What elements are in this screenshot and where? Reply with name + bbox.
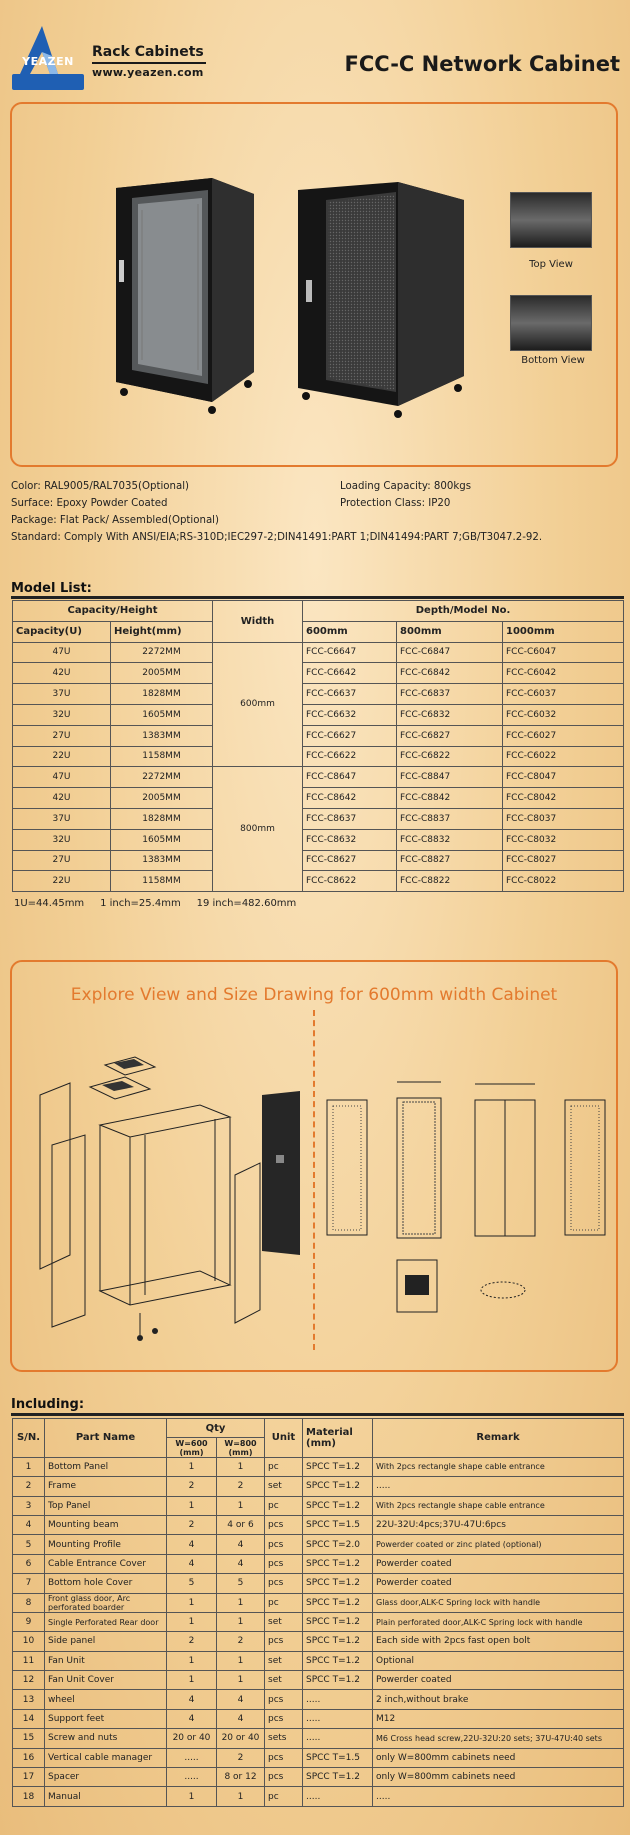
model-number-cell: FCC-C8847 (397, 767, 503, 788)
remark-cell: Powerder coated (373, 1671, 624, 1690)
qty-800-cell: 20 or 40 (217, 1729, 265, 1748)
model-number-cell: FCC-C6837 (397, 684, 503, 705)
table-row (13, 746, 624, 767)
including-rule (11, 1413, 624, 1416)
table-row (13, 788, 624, 809)
height-cell: 1158MM (111, 746, 213, 767)
part-name-cell: Bottom hole Cover (45, 1574, 167, 1593)
model-number-cell: FCC-C6642 (303, 663, 397, 684)
model-number-cell: FCC-C6047 (503, 642, 624, 663)
table-row (13, 871, 624, 892)
unit-cell: pcs (265, 1768, 303, 1787)
part-name-cell: Spacer (45, 1768, 167, 1787)
brand-divider (92, 62, 206, 64)
model-number-cell: FCC-C8627 (303, 850, 397, 871)
height-cell: 2005MM (111, 663, 213, 684)
model-number-cell: FCC-C6037 (503, 684, 624, 705)
part-name-cell: Side panel (45, 1632, 167, 1651)
table-row (13, 1593, 624, 1612)
model-number-cell: FCC-C8642 (303, 788, 397, 809)
height-cell: 2005MM (111, 788, 213, 809)
sn-cell: 7 (13, 1574, 45, 1593)
material-cell: SPCC T=1.2 (303, 1496, 373, 1515)
including-table (12, 1418, 624, 1807)
material-cell: SPCC T=1.5 (303, 1748, 373, 1767)
remark-cell: Optional (373, 1651, 624, 1670)
unit-cell: set (265, 1612, 303, 1631)
remark-cell: 2 inch,without brake (373, 1690, 624, 1709)
remark-cell: Glass door,ALK-C Spring lock with handle (373, 1593, 624, 1612)
unit-cell: set (265, 1477, 303, 1496)
qty-800-cell: 1 (217, 1496, 265, 1515)
qty-800-cell: 1 (217, 1787, 265, 1806)
table-row (13, 1477, 624, 1496)
remark-cell: With 2pcs rectangle shape cable entrance (373, 1457, 624, 1476)
qty-800-cell: 8 or 12 (217, 1768, 265, 1787)
table-row (13, 1535, 624, 1554)
spec-protection: Protection Class: IP20 (340, 498, 451, 509)
qty-800-cell: 1 (217, 1457, 265, 1476)
capacity-cell: 47U (13, 767, 111, 788)
material-cell: SPCC T=1.2 (303, 1574, 373, 1593)
part-name-cell: Bottom Panel (45, 1457, 167, 1476)
table-row (13, 1690, 624, 1709)
table-row (13, 1632, 624, 1651)
qty-600-cell: 2 (167, 1477, 217, 1496)
unit-cell: pc (265, 1496, 303, 1515)
model-number-cell: FCC-C8622 (303, 871, 397, 892)
qty-600-cell: 2 (167, 1515, 217, 1534)
material-cell: SPCC T=1.2 (303, 1651, 373, 1670)
qty-800-cell: 1 (217, 1612, 265, 1631)
col-unit: Unit (265, 1419, 303, 1458)
unit-cell: pc (265, 1457, 303, 1476)
unit-cell: pcs (265, 1554, 303, 1573)
part-name-cell: Mounting beam (45, 1515, 167, 1534)
unit-cell: pcs (265, 1709, 303, 1728)
logo-text: YEAZEN (22, 55, 74, 68)
sn-cell: 10 (13, 1632, 45, 1651)
remark-cell: only W=800mm cabinets need (373, 1748, 624, 1767)
model-number-cell: FCC-C6637 (303, 684, 397, 705)
qty-600-cell: 4 (167, 1554, 217, 1573)
part-name-cell: wheel (45, 1690, 167, 1709)
website: www.yeazen.com (92, 66, 204, 79)
model-number-cell: FCC-C6022 (503, 746, 624, 767)
model-number-cell: FCC-C6627 (303, 725, 397, 746)
model-number-cell: FCC-C8042 (503, 788, 624, 809)
spec-package: Package: Flat Pack/ Assembled(Optional) (11, 515, 219, 526)
unit-cell: sets (265, 1729, 303, 1748)
table-row (13, 684, 624, 705)
unit-cell: pcs (265, 1535, 303, 1554)
qty-600-cell: 1 (167, 1671, 217, 1690)
model-number-cell: FCC-C8022 (503, 871, 624, 892)
remark-cell: With 2pcs rectangle shape cable entrance (373, 1496, 624, 1515)
qty-600-cell: 1 (167, 1593, 217, 1612)
part-name-cell: Screw and nuts (45, 1729, 167, 1748)
height-cell: 1383MM (111, 850, 213, 871)
drawing-divider (313, 1010, 315, 1350)
model-number-cell: FCC-C6647 (303, 642, 397, 663)
part-name-cell: Frame (45, 1477, 167, 1496)
qty-600-cell: 20 or 40 (167, 1729, 217, 1748)
col-capacity: Capacity(U) (13, 621, 111, 642)
material-cell: SPCC T=1.2 (303, 1768, 373, 1787)
model-number-cell: FCC-C8827 (397, 850, 503, 871)
part-name-cell: Manual (45, 1787, 167, 1806)
qty-600-cell: 5 (167, 1574, 217, 1593)
col-1000: 1000mm (503, 621, 624, 642)
sn-cell: 18 (13, 1787, 45, 1806)
spec-loading: Loading Capacity: 800kgs (340, 481, 471, 492)
material-cell: SPCC T=1.2 (303, 1612, 373, 1631)
material-cell: SPCC T=1.2 (303, 1671, 373, 1690)
model-number-cell: FCC-C8047 (503, 767, 624, 788)
qty-600-cell: 2 (167, 1632, 217, 1651)
model-number-cell: FCC-C8822 (397, 871, 503, 892)
capacity-cell: 22U (13, 746, 111, 767)
col-depth-model: Depth/Model No. (303, 601, 624, 622)
sn-cell: 14 (13, 1709, 45, 1728)
material-cell: SPCC T=1.2 (303, 1477, 373, 1496)
sn-cell: 9 (13, 1612, 45, 1631)
model-number-cell: FCC-C8032 (503, 829, 624, 850)
qty-800-cell: 4 (217, 1709, 265, 1728)
perforated-door-cabinet-photo (296, 180, 466, 420)
sn-cell: 17 (13, 1768, 45, 1787)
capacity-cell: 42U (13, 788, 111, 809)
model-number-cell: FCC-C6822 (397, 746, 503, 767)
height-cell: 1828MM (111, 684, 213, 705)
spec-standard: Standard: Comply With ANSI/EIA;RS-310D;IEC297-2;DIN41491:PART 1;DIN41494:PART 7;GB/T3047.2-92. (11, 532, 543, 543)
col-w600: W=600 (mm) (167, 1438, 217, 1457)
material-cell: SPCC T=1.2 (303, 1457, 373, 1476)
remark-cell: M12 (373, 1709, 624, 1728)
table-row (13, 1651, 624, 1670)
qty-600-cell: ..... (167, 1748, 217, 1767)
model-list-heading: Model List: (11, 581, 92, 596)
sn-cell: 11 (13, 1651, 45, 1670)
sn-cell: 5 (13, 1535, 45, 1554)
sn-cell: 8 (13, 1593, 45, 1612)
qty-600-cell: 1 (167, 1496, 217, 1515)
table-row (13, 1768, 624, 1787)
col-w800: W=800 (mm) (217, 1438, 265, 1457)
qty-600-cell: 4 (167, 1709, 217, 1728)
qty-800-cell: 2 (217, 1477, 265, 1496)
table-row (13, 725, 624, 746)
remark-cell: Each side with 2pcs fast open bolt (373, 1632, 624, 1651)
part-name-cell: Support feet (45, 1709, 167, 1728)
model-list-table (12, 600, 624, 892)
table-row (13, 1787, 624, 1806)
table-row (13, 1496, 624, 1515)
sn-cell: 1 (13, 1457, 45, 1476)
spec-surface: Surface: Epoxy Powder Coated (11, 498, 168, 509)
width-cell: 600mm (213, 642, 303, 767)
col-part-name: Part Name (45, 1419, 167, 1458)
col-height: Height(mm) (111, 621, 213, 642)
table-row (13, 1515, 624, 1534)
model-number-cell: FCC-C8632 (303, 829, 397, 850)
sn-cell: 13 (13, 1690, 45, 1709)
capacity-cell: 37U (13, 684, 111, 705)
capacity-cell: 32U (13, 829, 111, 850)
bottom-view-photo (510, 295, 592, 351)
height-cell: 1828MM (111, 808, 213, 829)
qty-800-cell: 4 (217, 1554, 265, 1573)
model-number-cell: FCC-C8647 (303, 767, 397, 788)
remark-cell: 22U-32U:4pcs;37U-47U:6pcs (373, 1515, 624, 1534)
col-600: 600mm (303, 621, 397, 642)
unit-cell: pc (265, 1593, 303, 1612)
height-cell: 2272MM (111, 642, 213, 663)
table-row (13, 829, 624, 850)
model-number-cell: FCC-C8842 (397, 788, 503, 809)
unit-cell: pcs (265, 1574, 303, 1593)
model-number-cell: FCC-C6042 (503, 663, 624, 684)
sn-cell: 2 (13, 1477, 45, 1496)
height-cell: 2272MM (111, 767, 213, 788)
model-number-cell: FCC-C8637 (303, 808, 397, 829)
remark-cell: M6 Cross head screw,22U-32U:20 sets; 37U-47U:40 sets (373, 1729, 624, 1748)
part-name-cell: Vertical cable manager (45, 1748, 167, 1767)
material-cell: SPCC T=1.2 (303, 1632, 373, 1651)
capacity-cell: 27U (13, 725, 111, 746)
qty-800-cell: 4 or 6 (217, 1515, 265, 1534)
qty-800-cell: 1 (217, 1593, 265, 1612)
qty-800-cell: 1 (217, 1651, 265, 1670)
model-number-cell: FCC-C6842 (397, 663, 503, 684)
capacity-cell: 37U (13, 808, 111, 829)
width-cell: 800mm (213, 767, 303, 892)
table-row (13, 663, 624, 684)
table-row (13, 1671, 624, 1690)
remark-cell: Powerder coated or zinc plated (optional) (373, 1535, 624, 1554)
unit-cell: set (265, 1651, 303, 1670)
table-row (13, 1457, 624, 1476)
col-capacity-height: Capacity/Height (13, 601, 213, 622)
unit-note: 1U=44.45mm 1 inch=25.4mm 19 inch=482.60mm (14, 898, 297, 909)
qty-600-cell: 1 (167, 1612, 217, 1631)
size-drawings (325, 1070, 615, 1320)
material-cell: ..... (303, 1709, 373, 1728)
model-number-cell: FCC-C6832 (397, 704, 503, 725)
table-row (13, 1709, 624, 1728)
top-view-caption: Top View (529, 259, 573, 270)
remark-cell: ..... (373, 1787, 624, 1806)
model-number-cell: FCC-C8027 (503, 850, 624, 871)
table-row (13, 1554, 624, 1573)
col-qty: Qty (167, 1419, 265, 1438)
remark-cell: ..... (373, 1477, 624, 1496)
col-sn: S/N. (13, 1419, 45, 1458)
qty-600-cell: 1 (167, 1651, 217, 1670)
height-cell: 1605MM (111, 704, 213, 725)
col-material: Material (mm) (303, 1419, 373, 1458)
qty-600-cell: ..... (167, 1768, 217, 1787)
model-list-rule (11, 596, 624, 599)
part-name-cell: Single Perforated Rear door (45, 1612, 167, 1631)
unit-cell: pc (265, 1787, 303, 1806)
table-row (13, 850, 624, 871)
table-row (13, 808, 624, 829)
col-800: 800mm (397, 621, 503, 642)
material-cell: ..... (303, 1690, 373, 1709)
qty-800-cell: 2 (217, 1632, 265, 1651)
qty-600-cell: 1 (167, 1787, 217, 1806)
model-number-cell: FCC-C8837 (397, 808, 503, 829)
sn-cell: 16 (13, 1748, 45, 1767)
qty-600-cell: 4 (167, 1690, 217, 1709)
unit-cell: set (265, 1671, 303, 1690)
model-number-cell: FCC-C8832 (397, 829, 503, 850)
sn-cell: 15 (13, 1729, 45, 1748)
page-title: FCC-C Network Cabinet (344, 52, 620, 76)
capacity-cell: 32U (13, 704, 111, 725)
part-name-cell: Mounting Profile (45, 1535, 167, 1554)
qty-600-cell: 4 (167, 1535, 217, 1554)
sn-cell: 3 (13, 1496, 45, 1515)
unit-cell: pcs (265, 1515, 303, 1534)
model-number-cell: FCC-C6827 (397, 725, 503, 746)
capacity-cell: 22U (13, 871, 111, 892)
capacity-cell: 42U (13, 663, 111, 684)
unit-cell: pcs (265, 1632, 303, 1651)
table-row (13, 704, 624, 725)
col-width: Width (213, 601, 303, 643)
qty-600-cell: 1 (167, 1457, 217, 1476)
model-number-cell: FCC-C6032 (503, 704, 624, 725)
material-cell: SPCC T=1.2 (303, 1593, 373, 1612)
material-cell: ..... (303, 1787, 373, 1806)
material-cell: SPCC T=1.5 (303, 1515, 373, 1534)
table-row (13, 1748, 624, 1767)
part-name-cell: Cable Entrance Cover (45, 1554, 167, 1573)
height-cell: 1605MM (111, 829, 213, 850)
model-number-cell: FCC-C6632 (303, 704, 397, 725)
qty-800-cell: 1 (217, 1671, 265, 1690)
qty-800-cell: 2 (217, 1748, 265, 1767)
height-cell: 1158MM (111, 871, 213, 892)
unit-cell: pcs (265, 1690, 303, 1709)
including-heading: Including: (11, 1397, 85, 1412)
drawing-title: Explore View and Size Drawing for 600mm width Cabinet (70, 985, 558, 1005)
brand-name: Rack Cabinets (92, 44, 204, 60)
qty-800-cell: 4 (217, 1535, 265, 1554)
remark-cell: only W=800mm cabinets need (373, 1768, 624, 1787)
height-cell: 1383MM (111, 725, 213, 746)
model-number-cell: FCC-C6622 (303, 746, 397, 767)
sn-cell: 6 (13, 1554, 45, 1573)
sn-cell: 4 (13, 1515, 45, 1534)
material-cell: SPCC T=2.0 (303, 1535, 373, 1554)
table-row (13, 1612, 624, 1631)
part-name-cell: Top Panel (45, 1496, 167, 1515)
part-name-cell: Fan Unit Cover (45, 1671, 167, 1690)
material-cell: ..... (303, 1729, 373, 1748)
qty-800-cell: 4 (217, 1690, 265, 1709)
bottom-view-caption: Bottom View (521, 355, 585, 366)
spec-color: Color: RAL9005/RAL7035(Optional) (11, 481, 190, 492)
remark-cell: Powerder coated (373, 1574, 624, 1593)
model-number-cell: FCC-C6027 (503, 725, 624, 746)
exploded-view-drawing (30, 1055, 305, 1345)
remark-cell: Powerder coated (373, 1554, 624, 1573)
capacity-cell: 47U (13, 642, 111, 663)
capacity-cell: 27U (13, 850, 111, 871)
qty-800-cell: 5 (217, 1574, 265, 1593)
sn-cell: 12 (13, 1671, 45, 1690)
part-name-cell: Fan Unit (45, 1651, 167, 1670)
table-row (13, 1574, 624, 1593)
material-cell: SPCC T=1.2 (303, 1554, 373, 1573)
col-remark: Remark (373, 1419, 624, 1458)
glass-door-cabinet-photo (108, 170, 258, 420)
model-number-cell: FCC-C8037 (503, 808, 624, 829)
model-number-cell: FCC-C6847 (397, 642, 503, 663)
unit-cell: pcs (265, 1748, 303, 1767)
table-row (13, 767, 624, 788)
top-view-photo (510, 192, 592, 248)
table-row (13, 642, 624, 663)
remark-cell: Plain perforated door,ALK-C Spring lock with handle (373, 1612, 624, 1631)
part-name-cell: Front glass door, Arc perforated boarder (45, 1593, 167, 1612)
table-row (13, 1729, 624, 1748)
